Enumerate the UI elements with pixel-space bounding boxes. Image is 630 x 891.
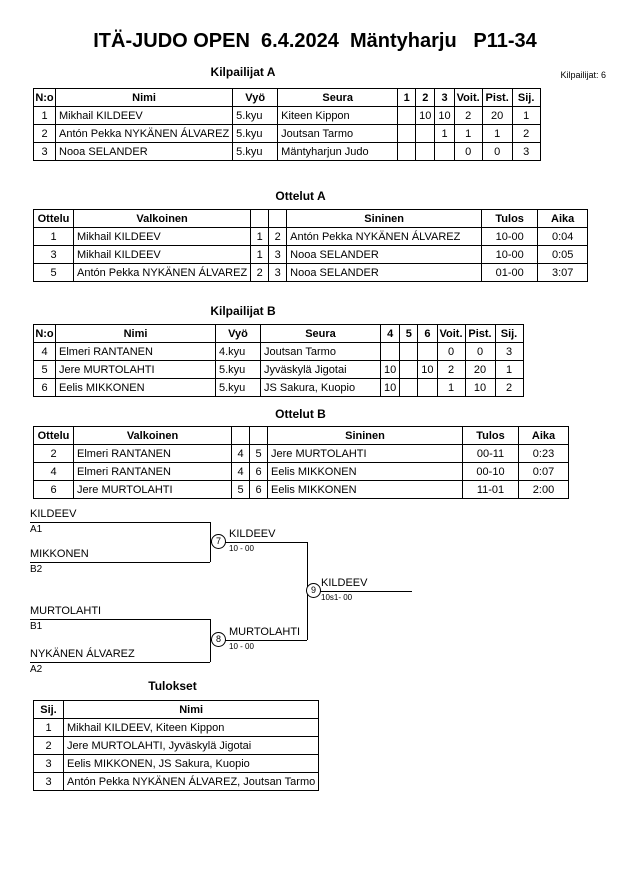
col-header-opp5: 5	[400, 325, 418, 343]
matches-b-heading: Ottelut B	[275, 407, 326, 421]
cell: 5.kyu	[216, 361, 261, 379]
col-header-time: Aika	[538, 210, 588, 228]
bracket-winner: KILDEEV	[321, 577, 368, 589]
col-header-belt: Vyö	[233, 89, 278, 107]
cell: 00-11	[463, 445, 519, 463]
cell	[400, 379, 418, 397]
cell: Nooa SELANDER	[287, 246, 482, 264]
cell: 10	[435, 107, 454, 125]
cell: 1	[34, 228, 74, 246]
bracket-seed-label: B1	[30, 621, 43, 632]
col-header-place: Sij.	[495, 325, 523, 343]
matches-a-heading: Ottelut A	[275, 189, 326, 203]
cell: 1	[437, 379, 465, 397]
cell: 10	[416, 107, 435, 125]
col-header-place: Sij.	[512, 89, 540, 107]
table-row	[34, 463, 569, 481]
bracket-score: 10 - 00	[229, 544, 254, 553]
col-header-opp2: 2	[416, 89, 435, 107]
cell: Eelis MIKKONEN	[56, 379, 216, 397]
col-header-match: Ottelu	[34, 427, 74, 445]
table-row	[34, 143, 541, 161]
bracket-participant: MIKKONEN	[30, 548, 89, 560]
col-header-spacer	[269, 210, 287, 228]
header-row	[34, 210, 588, 228]
cell: 3	[34, 143, 56, 161]
cell: 6	[250, 463, 268, 481]
results-heading: Tulokset	[148, 679, 197, 693]
bracket-participant: MURTOLAHTI	[30, 605, 102, 617]
cell: 6	[34, 481, 74, 499]
cell: 10	[381, 379, 400, 397]
cell: 0	[465, 343, 495, 361]
cell	[400, 361, 418, 379]
table-row	[34, 719, 319, 737]
cell: Mikhail KILDEEV	[74, 246, 251, 264]
col-header-result: Tulos	[482, 210, 538, 228]
cell	[418, 379, 437, 397]
cell: 4.kyu	[216, 343, 261, 361]
cell: 20	[465, 361, 495, 379]
bracket-participant: KILDEEV	[30, 508, 77, 520]
cell: 3	[34, 773, 64, 791]
cell	[398, 125, 416, 143]
cell: 3:07	[538, 264, 588, 282]
cell: 2	[34, 737, 64, 755]
page-title: ITÄ-JUDO OPEN 6.4.2024 Mäntyharju P11-34	[93, 30, 537, 52]
cell: 5.kyu	[233, 125, 278, 143]
table-row	[34, 125, 541, 143]
table-row	[34, 264, 588, 282]
col-header-result: Tulos	[463, 427, 519, 445]
col-header-wins: Voit.	[437, 325, 465, 343]
cell	[435, 143, 454, 161]
cell: Jere MURTOLAHTI	[56, 361, 216, 379]
cell	[381, 343, 400, 361]
cell: 1	[482, 125, 512, 143]
cell: 1	[34, 719, 64, 737]
cell: Mäntyharjun Judo	[278, 143, 398, 161]
cell: 1	[34, 107, 56, 125]
cell: 10	[418, 361, 437, 379]
cell: 1	[251, 246, 269, 264]
bracket-line	[30, 662, 210, 663]
results-table	[33, 700, 319, 791]
cell: 10	[381, 361, 400, 379]
col-header-opp4: 4	[381, 325, 400, 343]
col-header-blue: Sininen	[287, 210, 482, 228]
col-header-spacer	[251, 210, 269, 228]
cell: 10-00	[482, 228, 538, 246]
cell: 0:04	[538, 228, 588, 246]
cell: 1	[251, 228, 269, 246]
cell: 0:07	[519, 463, 569, 481]
cell	[416, 143, 435, 161]
matches-b-table	[33, 426, 569, 499]
cell: 4	[34, 463, 74, 481]
cell: 1	[454, 125, 482, 143]
header-row	[34, 89, 541, 107]
cell: Eelis MIKKONEN	[268, 463, 463, 481]
table-row	[34, 773, 319, 791]
table-row	[34, 343, 524, 361]
cell: 0	[454, 143, 482, 161]
table-row	[34, 107, 541, 125]
bracket-winner: MURTOLAHTI	[229, 626, 301, 638]
col-header-name: Nimi	[56, 325, 216, 343]
cell	[398, 143, 416, 161]
cell: 0:05	[538, 246, 588, 264]
cell: 3	[34, 246, 74, 264]
bracket-line	[307, 591, 412, 592]
header-row	[34, 427, 569, 445]
competitor-count: Kilpailijat: 6	[560, 70, 606, 80]
cell: 4	[34, 343, 56, 361]
col-header-no: N:o	[34, 325, 56, 343]
medal-bracket	[0, 505, 630, 677]
table-row	[34, 379, 524, 397]
col-header-spacer	[232, 427, 250, 445]
cell: 6	[250, 481, 268, 499]
table-row	[34, 481, 569, 499]
cell: 4	[232, 463, 250, 481]
cell: 2	[512, 125, 540, 143]
cell: 2	[495, 379, 523, 397]
cell	[398, 107, 416, 125]
cell: 10-00	[482, 246, 538, 264]
cell: Eelis MIKKONEN	[268, 481, 463, 499]
col-header-white: Valkoinen	[74, 427, 232, 445]
col-header-name: Nimi	[64, 701, 319, 719]
cell: Jere MURTOLAHTI, Jyväskylä Jigotai	[64, 737, 319, 755]
cell: JS Sakura, Kuopio	[261, 379, 381, 397]
cell: 3	[512, 143, 540, 161]
col-header-white: Valkoinen	[74, 210, 251, 228]
cell: Antón Pekka NYKÄNEN ÁLVAREZ	[56, 125, 233, 143]
cell: 5	[34, 361, 56, 379]
pool-b-table	[33, 324, 524, 397]
cell: 3	[495, 343, 523, 361]
cell: Mikhail KILDEEV	[56, 107, 233, 125]
cell: 2	[269, 228, 287, 246]
cell: 6	[34, 379, 56, 397]
pool-a-heading: Kilpailijat A	[210, 65, 276, 79]
cell: 3	[34, 755, 64, 773]
col-header-place: Sij.	[34, 701, 64, 719]
cell: 0:23	[519, 445, 569, 463]
header-row	[34, 325, 524, 343]
bracket-match-number: 8	[211, 632, 226, 647]
header-row	[34, 701, 319, 719]
table-row	[34, 445, 569, 463]
cell: 2	[437, 361, 465, 379]
matches-a-table	[33, 209, 588, 282]
cell: 2	[34, 445, 74, 463]
cell: 5.kyu	[233, 143, 278, 161]
cell: Antón Pekka NYKÄNEN ÁLVAREZ	[74, 264, 251, 282]
col-header-points: Pist.	[482, 89, 512, 107]
col-header-name: Nimi	[56, 89, 233, 107]
cell: Joutsan Tarmo	[278, 125, 398, 143]
cell: Joutsan Tarmo	[261, 343, 381, 361]
cell: 00-10	[463, 463, 519, 481]
cell: Antón Pekka NYKÄNEN ÁLVAREZ, Joutsan Tarmo	[64, 773, 319, 791]
cell: 4	[232, 445, 250, 463]
table-row	[34, 246, 588, 264]
cell: Eelis MIKKONEN, JS Sakura, Kuopio	[64, 755, 319, 773]
table-row	[34, 361, 524, 379]
cell: 1	[512, 107, 540, 125]
cell: 20	[482, 107, 512, 125]
cell: 5	[34, 264, 74, 282]
cell: 2	[251, 264, 269, 282]
col-header-spacer	[250, 427, 268, 445]
col-header-belt: Vyö	[216, 325, 261, 343]
cell: Elmeri RANTANEN	[56, 343, 216, 361]
bracket-score: 10 - 00	[229, 642, 254, 651]
bracket-seed-label: A2	[30, 664, 43, 675]
cell: Jyväskylä Jigotai	[261, 361, 381, 379]
col-header-opp1: 1	[398, 89, 416, 107]
cell: 0	[482, 143, 512, 161]
cell: Nooa SELANDER	[287, 264, 482, 282]
col-header-blue: Sininen	[268, 427, 463, 445]
col-header-wins: Voit.	[454, 89, 482, 107]
cell: 10	[465, 379, 495, 397]
cell: Antón Pekka NYKÄNEN ÁLVAREZ	[287, 228, 482, 246]
cell: 5.kyu	[216, 379, 261, 397]
col-header-opp6: 6	[418, 325, 437, 343]
cell	[416, 125, 435, 143]
cell: Nooa SELANDER	[56, 143, 233, 161]
bracket-match-number: 7	[211, 534, 226, 549]
cell: Elmeri RANTANEN	[74, 445, 232, 463]
bracket-match-number: 9	[306, 583, 321, 598]
cell: Jere MURTOLAHTI	[268, 445, 463, 463]
col-header-match: Ottelu	[34, 210, 74, 228]
cell: 11-01	[463, 481, 519, 499]
cell	[400, 343, 418, 361]
bracket-line	[30, 522, 210, 523]
cell: 2	[34, 125, 56, 143]
cell: 1	[435, 125, 454, 143]
table-row	[34, 737, 319, 755]
col-header-points: Pist.	[465, 325, 495, 343]
table-row	[34, 755, 319, 773]
cell: 5.kyu	[233, 107, 278, 125]
col-header-club: Seura	[261, 325, 381, 343]
cell: 5	[232, 481, 250, 499]
cell: 2	[454, 107, 482, 125]
bracket-participant: NYKÄNEN ÁLVAREZ	[30, 648, 135, 660]
cell: Kiteen Kippon	[278, 107, 398, 125]
cell: Mikhail KILDEEV	[74, 228, 251, 246]
pool-a-table	[33, 88, 541, 161]
bracket-line	[30, 562, 210, 563]
cell: 3	[269, 264, 287, 282]
cell	[418, 343, 437, 361]
bracket-winner: KILDEEV	[229, 528, 276, 540]
col-header-no: N:o	[34, 89, 56, 107]
cell: 01-00	[482, 264, 538, 282]
col-header-time: Aika	[519, 427, 569, 445]
cell: 3	[269, 246, 287, 264]
bracket-seed-label: A1	[30, 524, 43, 535]
cell: Elmeri RANTANEN	[74, 463, 232, 481]
bracket-score: 10s1- 00	[321, 593, 353, 602]
cell: 2:00	[519, 481, 569, 499]
bracket-line	[30, 619, 210, 620]
bracket-seed-label: B2	[30, 564, 43, 575]
cell: 0	[437, 343, 465, 361]
col-header-club: Seura	[278, 89, 398, 107]
cell: Jere MURTOLAHTI	[74, 481, 232, 499]
col-header-opp3: 3	[435, 89, 454, 107]
cell: Mikhail KILDEEV, Kiteen Kippon	[64, 719, 319, 737]
cell: 5	[250, 445, 268, 463]
pool-b-heading: Kilpailijat B	[210, 304, 276, 318]
cell: 1	[495, 361, 523, 379]
table-row	[34, 228, 588, 246]
